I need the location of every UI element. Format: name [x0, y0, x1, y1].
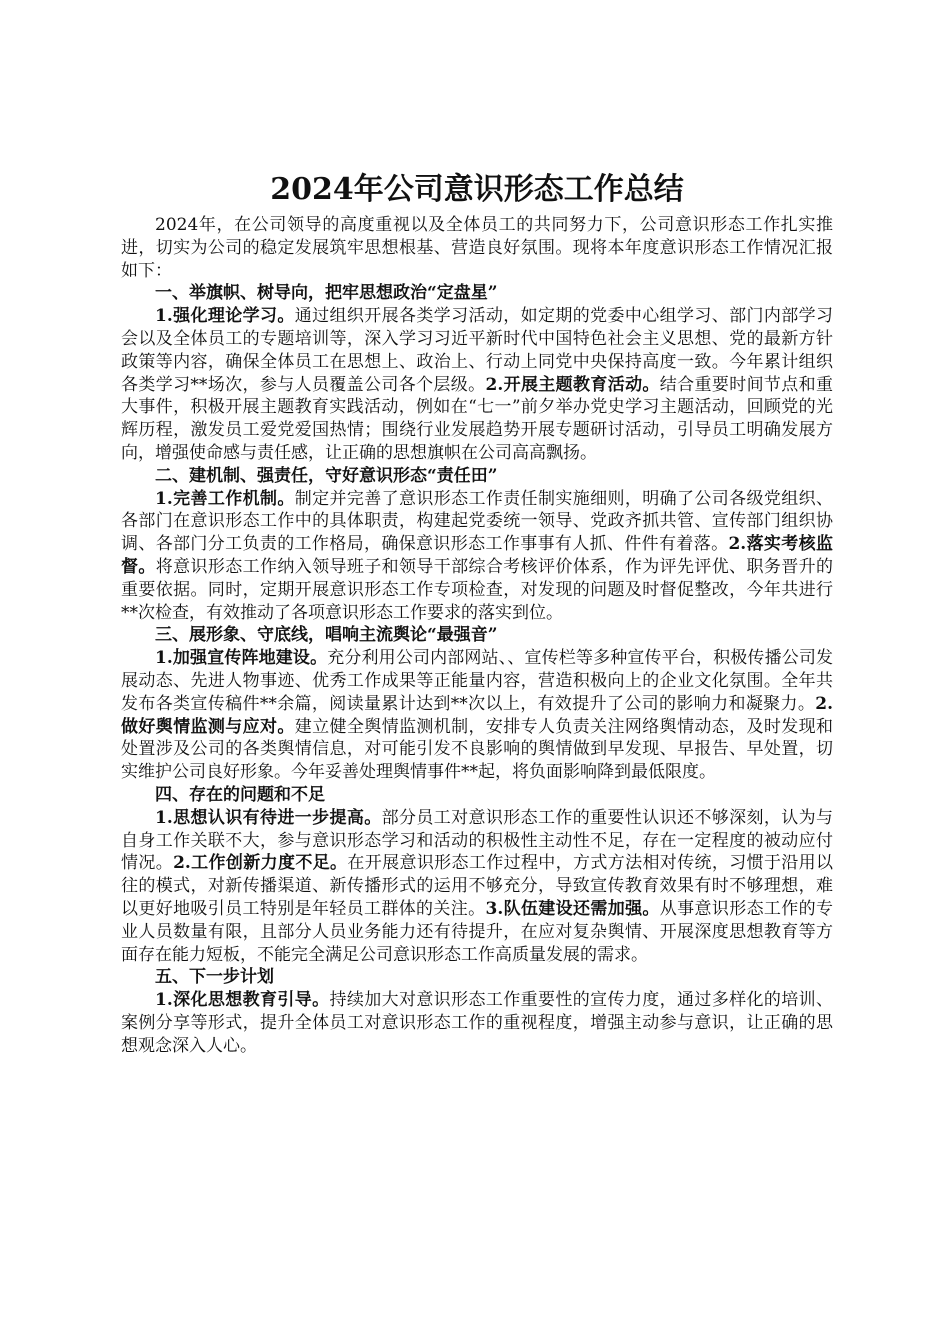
item-lead: 1.深化思想教育引导。	[155, 990, 330, 1011]
item-lead: 1.加强宣传阵地建设。	[155, 648, 328, 669]
item-lead: 2.开展主题教育活动。	[485, 374, 660, 395]
item-text: 部分员工对意识形态工作的重要性认识还不够深刻，认为与自身工作关联不大，参与意识形态学习和活动的积极性主动性不足，存在一定程度的被动应付情况。	[121, 807, 833, 874]
item-lead: 2.做好舆情监测与应对。	[121, 693, 833, 737]
section-heading-5: 五、下一步计划	[155, 967, 274, 988]
item-lead: 2.工作创新力度不足。	[173, 853, 348, 874]
section-heading-4: 四、存在的问题和不足	[155, 784, 325, 805]
item-text: 建立健全舆情监测机制，安排专人负责关注网络舆情动态，及时发现和处置涉及公司的各类舆情信息，对可能引发不良影响的舆情做到早发现、早报告、早处置，切实维护公司良好形象。今年妥善处理舆情事件**起，将负面影响降到最低限度。	[121, 716, 833, 783]
intro-paragraph: 2024年，在公司领导的高度重视以及全体员工的共同努力下，公司意识形态工作扎实推进，切实为公司的稳定发展筑牢思想根基、营造良好氛围。现将本年度意识形态工作情况汇报如下：	[121, 215, 833, 281]
section-heading-2: 二、建机制、强责任，守好意识形态“责任田”	[155, 465, 498, 486]
item-lead: 3.队伍建设还需加强。	[485, 898, 660, 919]
item-text: 制定并完善了意识形态工作责任制实施细则，明确了公司各级党组织、各部门在意识形态工作中的具体职责，构建起党委统一领导、党政齐抓共管、宣传部门组织协调、各部门分工负责的工作格局，确保意识形态工作事事有人抓、件件有着落。	[121, 488, 833, 555]
document-page	[121, 170, 833, 1057]
section-4-body	[121, 807, 833, 967]
section-3-body	[121, 647, 833, 784]
item-text: 持续加大对意识形态工作重要性的宣传力度，通过多样化的培训、案例分享等形式，提升全体员工对意识形态工作的重视程度，增强主动参与意识，让正确的思想观念深入人心。	[121, 990, 833, 1056]
item-lead: 1.思想认识有待进一步提高。	[155, 807, 382, 828]
item-lead: 1.强化理论学习。	[155, 306, 295, 327]
item-lead: 1.完善工作机制。	[155, 488, 295, 509]
section-2-body	[121, 488, 833, 625]
item-text: 从事意识形态工作的专业人员数量有限，且部分人员业务能力还有待提升，在应对复杂舆情、开展深度思想教育等方面存在能力短板，不能完全满足公司意识形态工作高质量发展的需求。	[121, 898, 834, 965]
section-heading-3: 三、展形象、守底线，唱响主流舆论“最强音”	[155, 625, 498, 646]
section-1-body	[121, 305, 833, 465]
item-text: 通过组织开展各类学习活动，如定期的党委中心组学习、部门内部学习会以及全体员工的专题培训等，深入学习习近平新时代中国特色社会主义思想、党的最新方针政策等内容，确保全体员工在思想上、政治上、行动上同党中央保持高度一致。今年累计组织各类学习**场次，参与人员覆盖公司各个层级。	[121, 306, 833, 395]
document-title: 2024年公司意识形态工作总结	[270, 172, 684, 207]
section-heading-1: 一、举旗帜、树导向，把牢思想政治“定盘星”	[155, 283, 498, 304]
item-text: 充分利用公司内部网站、、宣传栏等多种宣传平台，积极传播公司发展动态、先进人物事迹、优秀工作成果等正能量内容，营造积极向上的企业文化氛围。全年共发布各类宣传稿件**余篇，阅读量累计达到**次以上，有效提升了公司的影响力和凝聚力。	[121, 648, 834, 714]
item-text: 在开展意识形态工作过程中，方式方法相对传统，习惯于沿用以往的模式，对新传播渠道、新传播形式的运用不够充分，导致宣传教育效果有时不够理想，难以更好地吸引员工特别是年轻员工群体的关注。	[121, 853, 834, 919]
item-text: 结合重要时间节点和重大事件，积极开展主题教育实践活动，例如在“七一”前夕举办党史学习主题活动，回顾党的光辉历程，激发员工爱党爱国热情；围绕行业发展趋势开展专题研讨活动，引导员工明确发展方向，增强使命感与责任感，让正确的思想旗帜在公司高高飘扬。	[121, 374, 834, 463]
item-text: 将意识形态工作纳入领导班子和领导干部综合考核评价体系，作为评先评优、职务晋升的重要依据。同时，定期开展意识形态工作专项检查，对发现的问题及时督促整改，今年共进行**次检查，有效推动了各项意识形态工作要求的落实到位。	[121, 556, 833, 623]
section-5-body	[121, 989, 833, 1057]
item-lead: 2.落实考核监督。	[121, 534, 833, 577]
